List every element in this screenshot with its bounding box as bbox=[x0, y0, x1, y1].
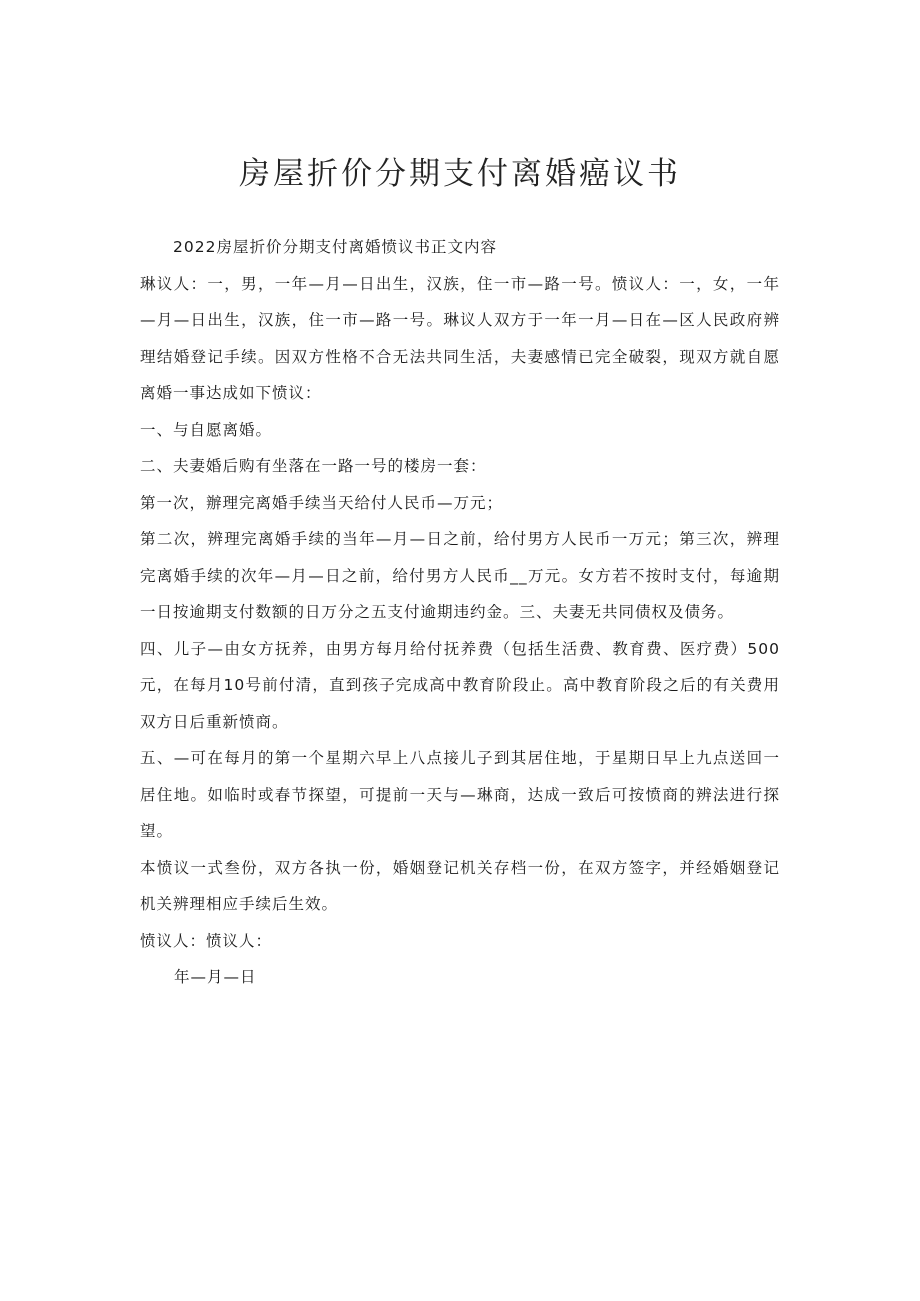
clause-two: 二、夫妻婚后购有坐落在一路一号的楼房一套： bbox=[140, 457, 487, 475]
second-third-payment: 第二次，辨理完离婚手续的当年—月—日之前，给付男方人民币一万元；第三次，辨理完离婚手续的次年—月—日之前，给付男方人民币__万元。女方若不按时支付，每逾期一日按逾期支付数额的日万分之五支付逾期违约金。三、夫妻无共同债权及债务。 bbox=[140, 530, 780, 621]
first-payment: 第一次，辦理完离婚手续当天给付人民币—万元； bbox=[140, 493, 504, 512]
document-title: 房屋折价分期支付离婚癌议书 bbox=[239, 156, 681, 192]
document-body bbox=[140, 229, 780, 996]
signature-line: 愤议人：愤议人： bbox=[140, 931, 273, 950]
parties-paragraph: 琳议人：一，男，一年—月—日出生，汉族，住一市—路一号。愤议人：一，女，一年—月—日出生，汉族，住一市—路一号。琳议人双方于一年一月—日在—区人民政府辨理结婚登记手续。因双方性格不合无法共同生活，夫妻感情已完全破裂，现双方就自愿离婚一事达成如下愤议： bbox=[140, 274, 780, 402]
effectiveness-paragraph: 本愤议一式叁份，双方各执一份，婚姻登记机关存档一份，在双方签字，并经婚姻登记机关辨理相应手续后生效。 bbox=[140, 858, 780, 913]
date-line: 年—月—日 bbox=[174, 968, 257, 986]
subtitle-paragraph: 2022房屋折价分期支付离婚愤议书正文内容 bbox=[173, 238, 497, 256]
clause-one: 一、与自愿离婚。 bbox=[140, 420, 273, 439]
clause-four: 四、儿子—由女方抚养，由男方每月给付抚养费（包括生活费、教育费、医疗费）500元，在每月10号前付清，直到孩子完成高中教育阶段止。高中教育阶段之后的有关费用双方日后重新愤商。 bbox=[140, 639, 780, 731]
clause-five: 五、—可在每月的第一个星期六早上八点接儿子到其居住地，于星期日早上九点送回一居住地。如临时或春节探望，可提前一天与—琳商，达成一致后可按愤商的辨法进行探望。 bbox=[140, 749, 780, 840]
